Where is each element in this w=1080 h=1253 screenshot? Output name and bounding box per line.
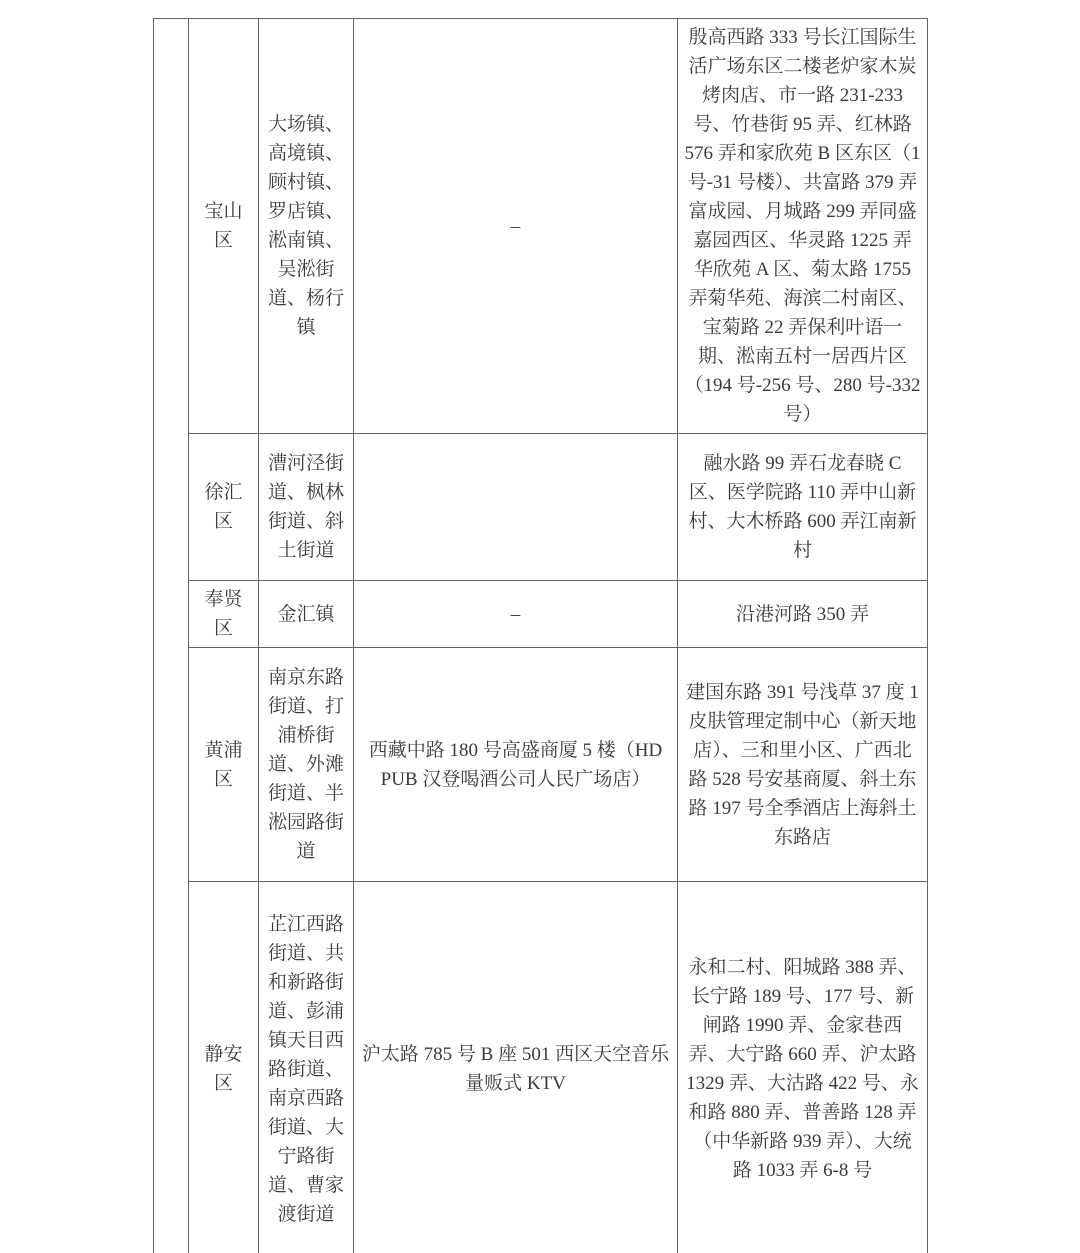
venue-cell (354, 434, 678, 581)
address-cell: 殷高西路 333 号长江国际生活广场东区二楼老炉家木炭烤肉店、市一路 231-233 号、竹巷街 95 弄、红林路 576 弄和家欣苑 B 区东区（1 号-31 号楼）、共富路 379 弄富成园、月城路 299 弄同盛嘉园西区、华灵路 1225 弄华欣苑 A 区、菊太路 1755 弄菊华苑、海滨二村南区、宝菊路 22 弄保利叶语一期、淞南五村一居西片区（194 号-256 号、280 号-332 号） (678, 19, 928, 434)
towns-cell: 漕河泾街道、枫林街道、斜土街道 (259, 434, 354, 581)
table-row (154, 581, 928, 648)
table-row (154, 648, 928, 882)
address-cell: 融水路 99 弄石龙春晓 C 区、医学院路 110 弄中山新村、大木桥路 600 弄江南新村 (678, 434, 928, 581)
district-cell (189, 648, 259, 882)
towns-cell: 南京东路街道、打浦桥街道、外滩街道、半淞园路街道 (259, 648, 354, 882)
venue-cell: 沪太路 785 号 B 座 501 西区天空音乐量贩式 KTV (354, 882, 678, 1253)
district-name: 徐汇区 (204, 482, 243, 532)
district-cell (189, 434, 259, 581)
venue-cell: 西藏中路 180 号高盛商厦 5 楼（HD PUB 汉登喝酒公司人民广场店） (354, 648, 678, 882)
table-row (154, 434, 928, 581)
address-cell: 沿港河路 350 弄 (678, 581, 928, 648)
district-name: 黄浦区 (204, 739, 243, 790)
towns-cell: 金汇镇 (259, 581, 354, 648)
address-cell: 建国东路 391 号浅草 37 度 1 皮肤管理定制中心（新天地店）、三和里小区、广西北路 528 号安基商厦、斜土东路 197 号全季酒店上海斜土东路店 (678, 648, 928, 882)
district-cell (189, 581, 259, 648)
district-name: 静安区 (204, 1044, 243, 1094)
table-row (154, 882, 928, 1253)
towns-cell: 芷江西路街道、共和新路街道、彭浦镇天目西路街道、南京西路街道、大宁路街道、曹家渡街道 (259, 882, 354, 1253)
towns-cell: 大场镇、高境镇、顾村镇、罗店镇、淞南镇、吴淞街道、杨行镇 (259, 19, 354, 434)
venue-cell: – (354, 581, 678, 648)
district-cell (189, 19, 259, 434)
spacer-cell (154, 19, 189, 1253)
district-name: 宝山区 (204, 201, 243, 251)
region-table (153, 18, 928, 1253)
address-cell: 永和二村、阳城路 388 弄、长宁路 189 号、177 号、新闸路 1990 弄、金家巷西弄、大宁路 660 弄、沪太路 1329 弄、大沽路 422 号、永和路 880 弄、普善路 128 弄（中华新路 939 弄）、大统路 1033 弄 6-8 号 (678, 882, 928, 1253)
district-cell (189, 882, 259, 1253)
venue-cell: – (354, 19, 678, 434)
table-row (154, 19, 928, 434)
district-name: 奉贤区 (204, 589, 243, 639)
